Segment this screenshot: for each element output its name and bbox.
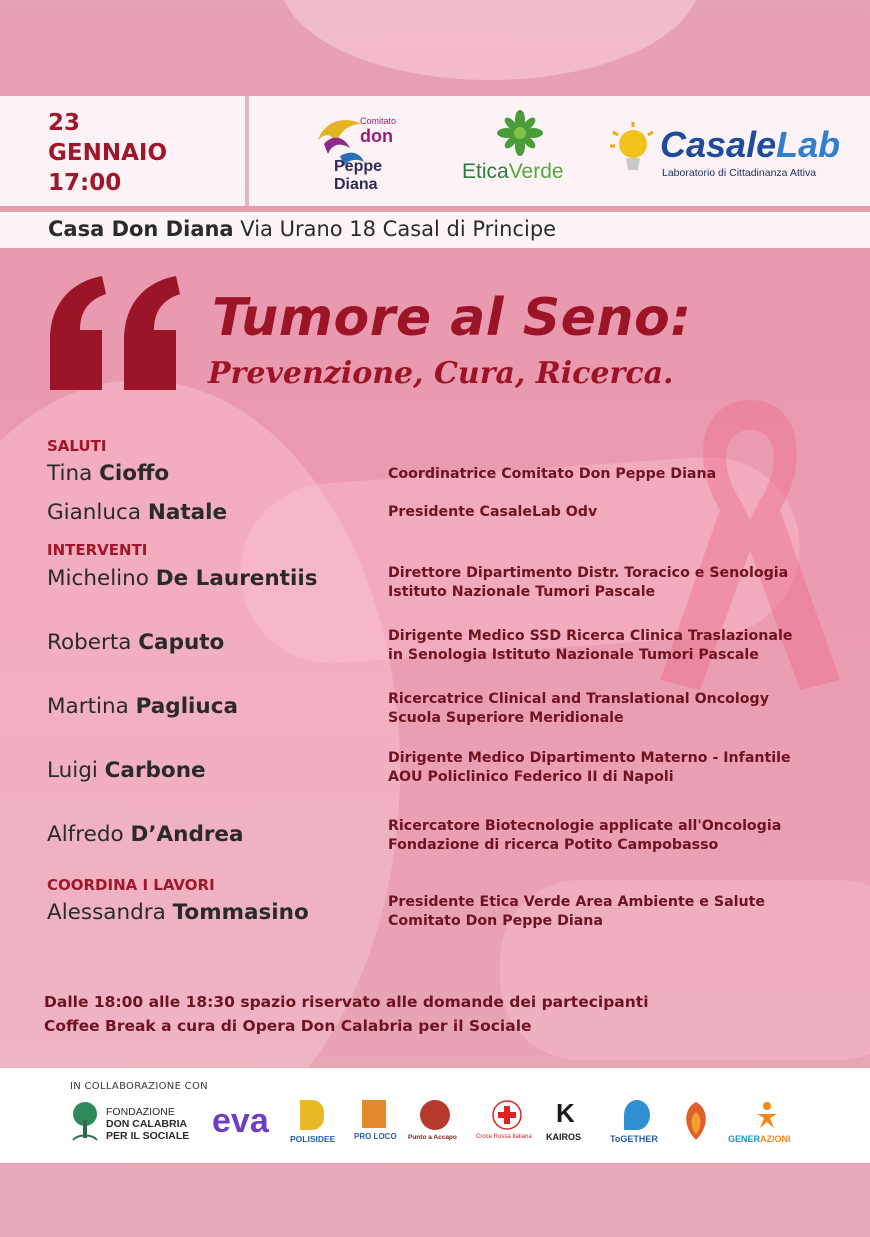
speaker-role-line: Dirigente Medico Dipartimento Materno - Infantile [388,750,791,766]
red-cross-icon [492,1100,522,1130]
polisidee-label: POLISIDEE [290,1134,336,1144]
speaker-role-line: Presidente Etica Verde Area Ambiente e Salute [388,894,766,910]
speaker-last-name: Pagliuca [135,694,238,719]
casalelab-logo [610,120,841,190]
lab-word: Lab [776,124,841,165]
tree-icon [68,1100,102,1146]
lightbulb-icon [610,122,656,180]
date-month: GENNAIO [48,140,167,166]
phoenix-icon [678,1098,714,1144]
speaker-last-name: Cioffo [99,461,170,486]
date-time: 17:00 [48,170,122,196]
speaker-first-name: Luigi [47,758,105,783]
speaker-name [47,461,169,486]
background-shape [280,0,700,80]
speaker-role [388,627,858,665]
speaker-role [388,564,858,602]
coffee-break-note: Coffee Break a cura di Opera Don Calabria per il Sociale [44,1017,532,1035]
speaker-first-name: Tina [47,461,100,486]
section-coordina: COORDINA I LAVORI [47,876,215,894]
kairos-mark-icon: K [556,1098,575,1128]
date-day: 23 [48,110,81,136]
speaker-role-line: Ricercatrice Clinical and Translational Oncology [388,691,769,707]
speaker-last-name: Tommasino [172,900,309,925]
figure-icon [752,1100,782,1130]
casale-word: Casale [660,124,777,165]
quote-mark-icon [40,270,185,400]
kairos-label: KAIROS [546,1132,582,1142]
event-date [48,108,167,198]
generazioni-part: AZIONI [760,1134,791,1144]
fondazione-line: DON CALABRIA [106,1118,188,1130]
speaker-last-name: De Laurentiis [155,566,318,591]
note-part: Dalle [44,993,94,1011]
together-logo [608,1098,666,1150]
phoenix-logo [678,1098,716,1150]
speaker-last-name: Caputo [138,630,225,655]
pro-loco-logo [352,1098,400,1150]
speaker-name [47,500,227,525]
fondazione-line: PER IL SOCIALE [106,1130,190,1142]
speaker-role [388,503,858,522]
speaker-name [47,566,318,591]
speaker-role-line: AOU Policlinico Federico II di Napoli [388,769,674,785]
verde-word: Verde [508,160,564,183]
location-pin-icon [624,1100,650,1130]
fondazione-text [106,1106,189,1142]
speaker-name [47,822,244,847]
punto-label: Punto a Accapo [408,1134,457,1141]
speaker-role-line: Direttore Dipartimento Distr. Toracico e Senologia [388,565,789,581]
venue [48,217,556,241]
speaker-role [388,749,858,787]
note-part: 18:00 [93,993,144,1011]
polisidee-logo [290,1098,348,1150]
speaker-first-name: Martina [47,694,136,719]
event-subtitle: Prevenzione, Cura, Ricerca. [208,356,674,391]
speaker-last-name: D’Andrea [130,822,244,847]
speaker-role [388,465,858,484]
leaf-star-icon [495,110,545,156]
speaker-role [388,817,858,855]
punto-a-capo-logo [408,1098,464,1150]
speaker-name [47,758,206,783]
proloco-label: PRO LOCO [354,1132,397,1141]
comitato-don: don [360,126,393,146]
speaker-role-line: Scuola Superiore Meridionale [388,710,624,726]
speaker-role-line: Istituto Nazionale Tumori Pascale [388,584,656,600]
event-title: Tumore al Seno: [212,288,692,348]
speaker-name [47,694,238,719]
note-part: alle [143,993,186,1011]
speaker-role-line: Coordinatrice Comitato Don Peppe Diana [388,466,717,482]
speaker-first-name: Michelino [47,566,156,591]
speaker-role-line: Comitato Don Peppe Diana [388,913,603,929]
speaker-role [388,690,858,728]
eva-wordmark: eva [212,1102,269,1140]
etica-verde-logo [460,110,580,190]
speaker-name [47,900,309,925]
speaker-first-name: Gianluca [47,500,148,525]
etica-verde-wordmark [462,160,564,184]
speaker-last-name: Natale [147,500,228,525]
collaboration-label: IN COLLABORAZIONE CON [70,1081,208,1092]
casalelab-wordmark [660,124,840,166]
etica-word: Etica [462,160,509,183]
section-interventi: INTERVENTI [47,541,148,559]
speaker-role-line: Ricercatore Biotecnologie applicate all'Oncologia [388,818,782,834]
punto-emblem-icon [420,1100,450,1130]
speaker-first-name: Alfredo [47,822,131,847]
together-label: ToGETHER [610,1134,658,1144]
speaker-name [47,630,224,655]
speaker-first-name: Roberta [47,630,139,655]
speaker-last-name: Carbone [104,758,206,783]
comitato-name: Peppe Diana [334,158,383,193]
casalelab-tagline: Laboratorio di Cittadinanza Attiva [662,167,817,179]
speaker-role [388,893,858,931]
speaker-role-line: Presidente CasaleLab Odv [388,504,598,520]
eva-logo [212,1098,282,1150]
header-divider [245,96,249,206]
generazioni-part: GENER [728,1134,761,1144]
speaker-role-line: Fondazione di ricerca Potito Campobasso [388,837,719,853]
tower-icon [362,1100,386,1128]
note-part: spazio riservato alle [234,993,423,1011]
croce-rossa-logo [476,1098,538,1150]
note-part: 18:30 [185,993,235,1011]
note-part: domande dei partecipanti [422,993,649,1011]
venue-name: Casa Don Diana [48,217,234,241]
polisidee-mark-icon [300,1100,324,1130]
speaker-role-line: in Senologia Istituto Nazionale Tumori Pascale [388,647,759,663]
generazioni-logo [728,1098,808,1150]
questions-note [44,993,649,1011]
kairos-logo [546,1098,598,1150]
generazioni-label [728,1134,791,1144]
section-saluti: SALUTI [47,437,107,455]
comitato-don-peppe-diana-logo [310,110,430,193]
croce-label: Croce Rossa Italiana [476,1134,532,1140]
comitato-label: Comitato [360,116,397,126]
fondazione-don-calabria-logo [68,1098,203,1150]
speaker-role-line: Dirigente Medico SSD Ricerca Clinica Traslazionale [388,628,793,644]
speaker-first-name: Alessandra [47,900,173,925]
fondazione-line: FONDAZIONE [106,1106,175,1118]
venue-address: Via Urano 18 Casal di Principe [233,217,557,241]
